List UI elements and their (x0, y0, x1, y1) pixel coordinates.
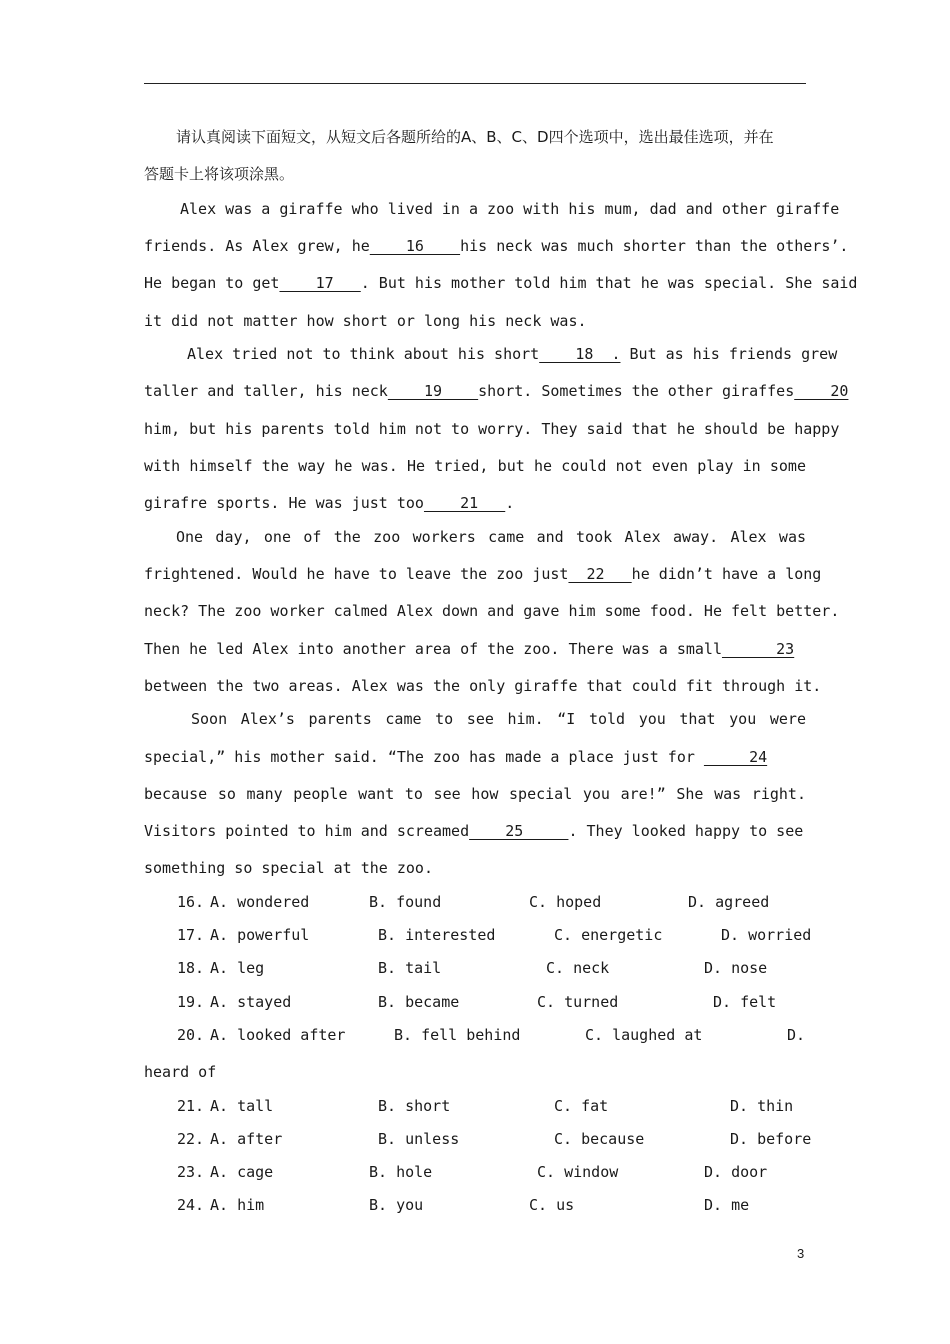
passage-line: neck? The zoo worker calmed Alex down and gave him some food. He felt better. (144, 602, 840, 620)
passage-line (144, 381, 849, 401)
option-c: C. energetic (554, 926, 663, 944)
blank-22: 22 (568, 565, 632, 583)
option-a: A. after (210, 1130, 283, 1148)
instructions-line-2: 答题卡上将该项涂黑。 (144, 165, 295, 183)
option-d: D. (787, 1026, 806, 1044)
passage-line (144, 236, 849, 256)
option-d: D. thin (730, 1097, 794, 1115)
option-c: C. window (537, 1163, 619, 1181)
option-a: A. wondered (210, 893, 310, 911)
passage-text: Visitors pointed to him and screamed (144, 822, 470, 840)
option-a: A. leg (210, 959, 265, 977)
option-b: B. short (378, 1097, 451, 1115)
passage-line (144, 821, 806, 841)
option-d: D. worried (721, 926, 812, 944)
option-b: B. found (369, 893, 442, 911)
option-b: B. you (369, 1196, 424, 1214)
passage-text: taller and taller, his neck (144, 382, 388, 400)
passage-line: something so special at the zoo. (144, 859, 433, 877)
passage-line: One day, one of the zoo workers came and took Alex away. Alex was (176, 528, 806, 546)
option-d-continued: heard of (144, 1063, 217, 1081)
option-a: A. tall (210, 1097, 274, 1115)
option-a: A. cage (210, 1163, 274, 1181)
blank-16: 16 (369, 237, 461, 255)
option-b: B. tail (378, 959, 442, 977)
blank-19: 19 (387, 382, 479, 400)
question-number: 17. (177, 926, 205, 944)
passage-line: because so many people want to see how special you are!” She was right. (144, 785, 806, 803)
option-b: B. hole (369, 1163, 433, 1181)
option-b: B. became (378, 993, 460, 1011)
question-number: 23. (177, 1163, 205, 1181)
passage-line (144, 493, 806, 513)
option-c: C. neck (546, 959, 610, 977)
option-d: D. door (704, 1163, 768, 1181)
passage-line: with himself the way he was. He tried, but he could not even play in some (144, 457, 806, 475)
option-b: B. unless (378, 1130, 460, 1148)
option-d: D. me (704, 1196, 750, 1214)
blank-23: 23 (721, 640, 795, 658)
option-c: C. because (554, 1130, 645, 1148)
passage-line: between the two areas. Alex was the only giraffe that could fit through it. (144, 677, 822, 695)
question-number: 16. (177, 893, 205, 911)
passage-line: Alex was a giraffe who lived in a zoo with his mum, dad and other giraffe (180, 200, 840, 218)
question-number: 20. (177, 1026, 205, 1044)
passage-text: girafre sports. He was just too (144, 494, 424, 512)
passage-text: But as his friends grew (620, 345, 838, 363)
passage-text: he didn’t have a long (631, 565, 822, 583)
question-number: 22. (177, 1130, 205, 1148)
option-a: A. stayed (210, 993, 292, 1011)
option-a: A. him (210, 1196, 265, 1214)
option-a: A. powerful (210, 926, 310, 944)
passage-text: his neck was much shorter than the others’. (460, 237, 849, 255)
blank-24: 24 (703, 748, 768, 766)
passage-line (144, 639, 806, 659)
passage-text: . They looked happy to see (568, 822, 804, 840)
instructions-line-1: 请认真阅读下面短文，从短文后各题所给的A、B、C、D四个选项中，选出最佳选项，并在 (176, 128, 774, 146)
passage-line (187, 344, 838, 364)
passage-line: him, but his parents told him not to worry. They said that he should be happy (144, 420, 840, 438)
question-number: 24. (177, 1196, 205, 1214)
passage-text: Alex tried not to think about his short (187, 345, 540, 363)
passage-line (144, 747, 806, 767)
option-d: D. before (730, 1130, 812, 1148)
blank-21: 21 (423, 494, 506, 512)
page-number: 3 (797, 1246, 805, 1261)
passage-text: . But his mother told him that he was special. She said (360, 274, 858, 292)
option-d: D. agreed (688, 893, 770, 911)
question-number: 21. (177, 1097, 205, 1115)
passage-line: it did not matter how short or long his neck was. (144, 312, 587, 330)
passage-text: friends. As Alex grew, he (144, 237, 370, 255)
blank-18: 18 . (539, 345, 621, 363)
passage-line (144, 564, 822, 584)
option-c: C. laughed at (585, 1026, 703, 1044)
blank-20: 20 (794, 382, 849, 400)
option-a: A. looked after (210, 1026, 346, 1044)
option-b: B. interested (378, 926, 496, 944)
option-b: B. fell behind (394, 1026, 521, 1044)
blank-17: 17 (279, 274, 361, 292)
question-number: 18. (177, 959, 205, 977)
passage-text: Then he led Alex into another area of the zoo. There was a small (144, 640, 722, 658)
header-rule (144, 83, 806, 84)
passage-text: short. Sometimes the other giraffes (478, 382, 795, 400)
passage-text: special,” his mother said. “The zoo has made a place just for (144, 748, 704, 766)
passage-text: . (505, 494, 515, 512)
passage-text: frightened. Would he have to leave the zoo just (144, 565, 569, 583)
option-c: C. fat (554, 1097, 609, 1115)
option-c: C. us (529, 1196, 575, 1214)
passage-text: He began to get (144, 274, 280, 292)
passage-line: Soon Alex’s parents came to see him. “I told you that you were (191, 710, 806, 728)
blank-25: 25 (469, 822, 569, 840)
option-d: D. felt (713, 993, 777, 1011)
option-c: C. turned (537, 993, 619, 1011)
question-number: 19. (177, 993, 205, 1011)
option-c: C. hoped (529, 893, 602, 911)
option-d: D. nose (704, 959, 768, 977)
passage-line (144, 273, 858, 293)
